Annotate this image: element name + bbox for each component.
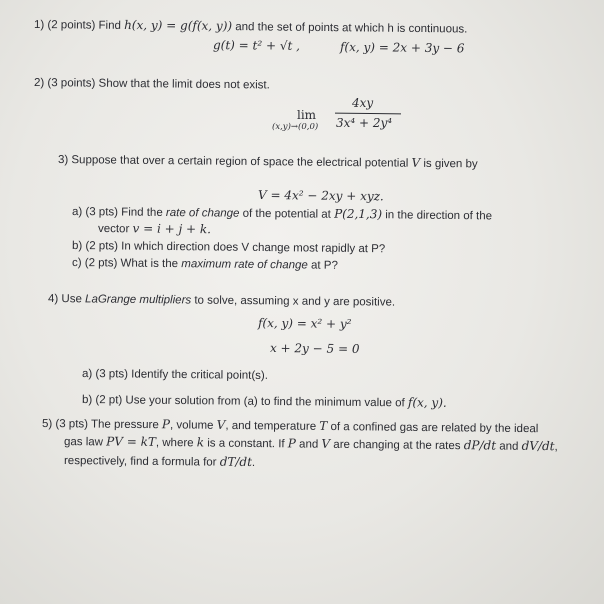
q5-l2-eq: PV = kT: [106, 434, 156, 449]
q3-part-b: b) (2 pts) In which direction does V change most rapidly at P?: [71, 240, 386, 256]
q5-l3-a: respectively, find a formula for: [63, 455, 220, 469]
q4-part-b: [82, 392, 447, 411]
q4-part-a: a) (3 pts) Identify the critical point(s).: [81, 368, 269, 382]
q1-function: h(x, y) = g(f(x, y)): [124, 17, 233, 34]
q5-l3-b: .: [251, 456, 256, 470]
q5-l1-T: T: [319, 418, 328, 433]
q5-l1-V: V: [216, 417, 226, 432]
q5-line2: [64, 434, 558, 454]
q3-a-prefix: a) (3 pts) Find the: [71, 206, 167, 219]
q5-l2-e: are changing at the rates: [330, 438, 464, 453]
q5-l2-b: , where: [155, 436, 197, 450]
q4-b-prefix: b) (2 pt) Use your solution from (a) to find the minimum value of: [81, 394, 409, 410]
q2-line: 2) (3 points) Show that the limit does not exist.: [33, 77, 270, 92]
q1-line: [34, 17, 468, 37]
q3-a-suffix: in the direction of the: [382, 209, 493, 223]
q1-suffix: and the set of points at which h is continuous.: [232, 21, 468, 36]
q4-objective: f(x, y) = x² + y²: [257, 316, 352, 331]
q5-l1-d: of a confined gas are related by the ideal: [327, 420, 539, 436]
q3-c-emphasis: maximum rate of change: [181, 258, 308, 272]
q3-c-suffix: at P?: [307, 259, 338, 272]
q5-l1-P: P: [161, 417, 171, 432]
q5-l3-rate: dT/dt: [219, 454, 253, 469]
q5-l1-b: , volume: [169, 419, 217, 432]
q1-g-definition: g(t) = t² + √t ,: [212, 38, 301, 53]
q5-line3: [64, 453, 255, 470]
q3-a-line2-prefix: vector: [97, 223, 133, 236]
q2-lim: lim: [297, 108, 317, 122]
q5-line1: [42, 416, 538, 436]
q5-l2-rate2: dV/dt: [521, 438, 555, 454]
q2-numerator: 4xy: [352, 96, 374, 110]
q5-l2-rate1: dP/dt: [463, 438, 497, 453]
q5-l2-P: P: [287, 436, 296, 451]
q1-prefix: 1) (2 points) Find: [33, 19, 125, 32]
q5-l2-V: V: [321, 436, 331, 451]
q3-equation: V = 4x² − 2xy + xyz.: [257, 188, 384, 204]
q4-intro-a: 4) Use: [47, 293, 86, 306]
q3-a-mid: of the potential at: [239, 207, 335, 221]
q5-l1-c: , and temperature: [225, 419, 320, 433]
q5-l2-g: ,: [554, 441, 558, 454]
q3-intro-v: V: [411, 155, 421, 170]
q4-intro: [48, 292, 395, 310]
q3-part-c: [72, 256, 338, 273]
q4-b-function: f(x, y).: [407, 395, 447, 410]
q4-intro-emphasis: LaGrange multipliers: [85, 293, 192, 307]
q3-a-vector: v = i + j + k.: [132, 221, 212, 237]
q3-part-a-line2: [98, 221, 211, 237]
q2-denominator: 3x⁴ + 2y⁴: [336, 116, 393, 130]
q5-l1-a: 5) (3 pts) The pressure: [41, 418, 163, 432]
q1-f-definition: f(x, y) = 2x + 3y − 6: [339, 40, 465, 56]
q4-intro-b: to solve, assuming x and y are positive.: [191, 294, 396, 309]
q2-lim-subscript: (x,y)→(0,0): [272, 122, 319, 132]
q3-c-prefix: c) (2 pts) What is the: [71, 257, 182, 271]
q3-a-point: P(2,1,3): [334, 206, 383, 222]
q2-fraction-bar: [335, 113, 401, 115]
q3-a-emphasis: rate of change: [165, 206, 240, 220]
q5-l2-d: and: [295, 438, 322, 451]
q4-constraint: x + 2y − 5 = 0: [269, 341, 360, 356]
q3-intro-b: is given by: [420, 157, 478, 171]
q5-l2-a: gas law: [63, 436, 107, 449]
q3-intro: [58, 152, 478, 171]
q3-intro-a: 3) Suppose that over a certain region of space the electrical potential: [57, 154, 412, 170]
q5-l2-k: k: [196, 435, 205, 450]
q5-l2-c: is a constant. If: [204, 437, 288, 451]
q5-l2-f: and: [496, 440, 522, 453]
